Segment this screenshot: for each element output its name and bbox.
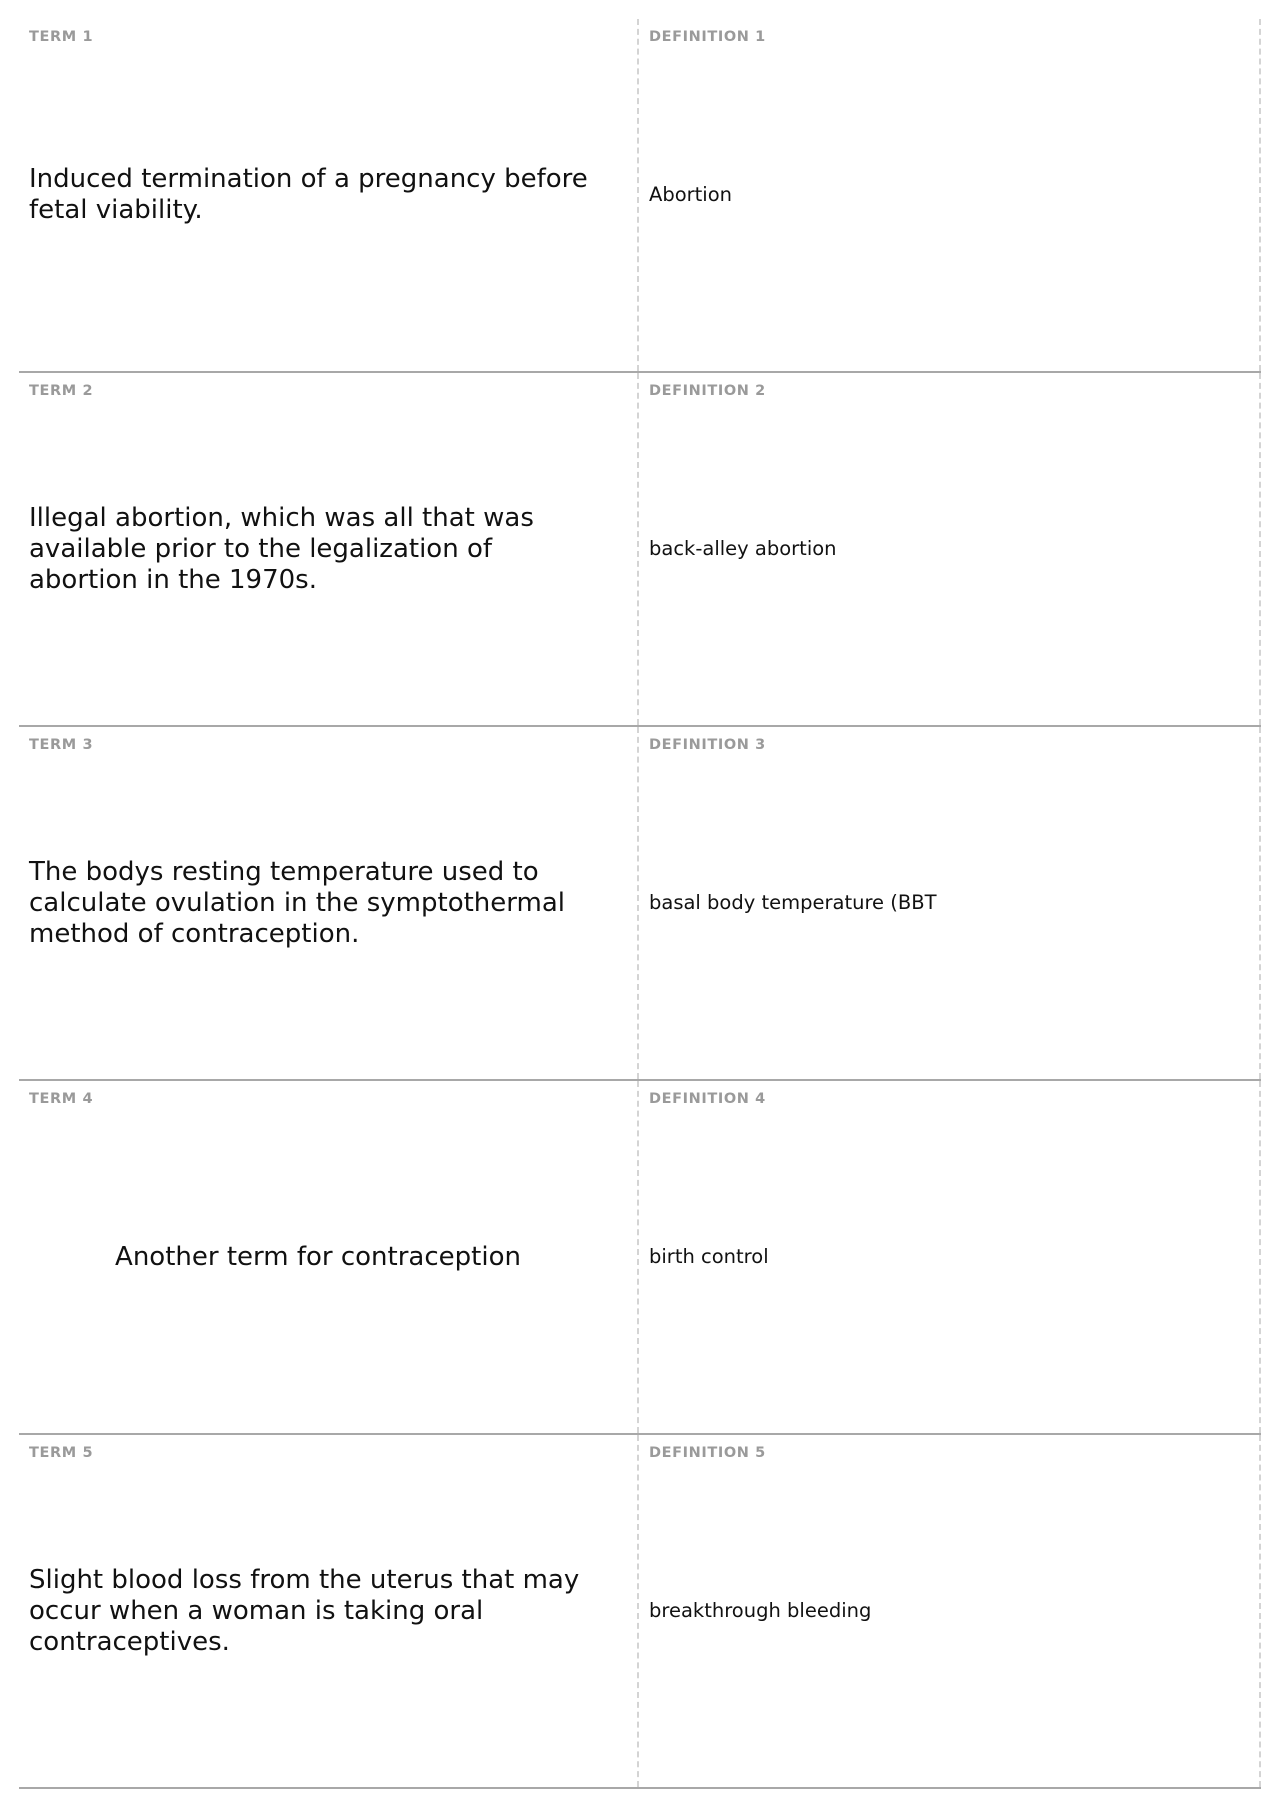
definition-text: back-alley abortion <box>649 537 837 560</box>
definition-text: birth control <box>649 1245 769 1268</box>
term-label: TERM 1 <box>29 29 94 45</box>
flashcard-row <box>19 373 1261 727</box>
flashcard-row <box>19 19 1261 373</box>
term-label: TERM 5 <box>29 1445 94 1461</box>
term-cell <box>19 19 639 371</box>
definition-cell <box>639 373 1261 725</box>
definition-text: basal body temperature (BBT <box>649 891 937 914</box>
flashcard-row <box>19 1081 1261 1435</box>
term-text: Slight blood loss from the uterus that may occur when a woman is taking oral contraceptives. <box>29 1564 580 1657</box>
term-label: TERM 4 <box>29 1091 94 1107</box>
flashcard-row <box>19 1435 1261 1789</box>
term-cell <box>19 373 639 725</box>
term-cell <box>19 1081 639 1433</box>
term-text: Induced termination of a pregnancy before fetal viability. <box>29 164 588 225</box>
term-text: Illegal abortion, which was all that was available prior to the legalization of abortion in the 1970s. <box>29 502 534 595</box>
definition-text: breakthrough bleeding <box>649 1599 872 1622</box>
definition-label: DEFINITION 3 <box>649 737 766 753</box>
definition-cell <box>639 1081 1261 1433</box>
definition-text: Abortion <box>649 183 733 206</box>
term-label: TERM 2 <box>29 383 94 399</box>
definition-cell <box>639 727 1261 1079</box>
term-cell <box>19 727 639 1079</box>
term-text: The bodys resting temperature used to calculate ovulation in the symptothermal method of contraception. <box>29 856 565 949</box>
term-text: Another term for contraception <box>115 1241 521 1272</box>
flashcard-row <box>19 727 1261 1081</box>
term-label: TERM 3 <box>29 737 94 753</box>
definition-label: DEFINITION 5 <box>649 1445 766 1461</box>
definition-cell <box>639 1435 1261 1787</box>
definition-label: DEFINITION 4 <box>649 1091 766 1107</box>
flashcard-sheet <box>19 19 1261 1789</box>
definition-label: DEFINITION 1 <box>649 29 766 45</box>
definition-cell <box>639 19 1261 371</box>
definition-label: DEFINITION 2 <box>649 383 766 399</box>
term-cell <box>19 1435 639 1787</box>
